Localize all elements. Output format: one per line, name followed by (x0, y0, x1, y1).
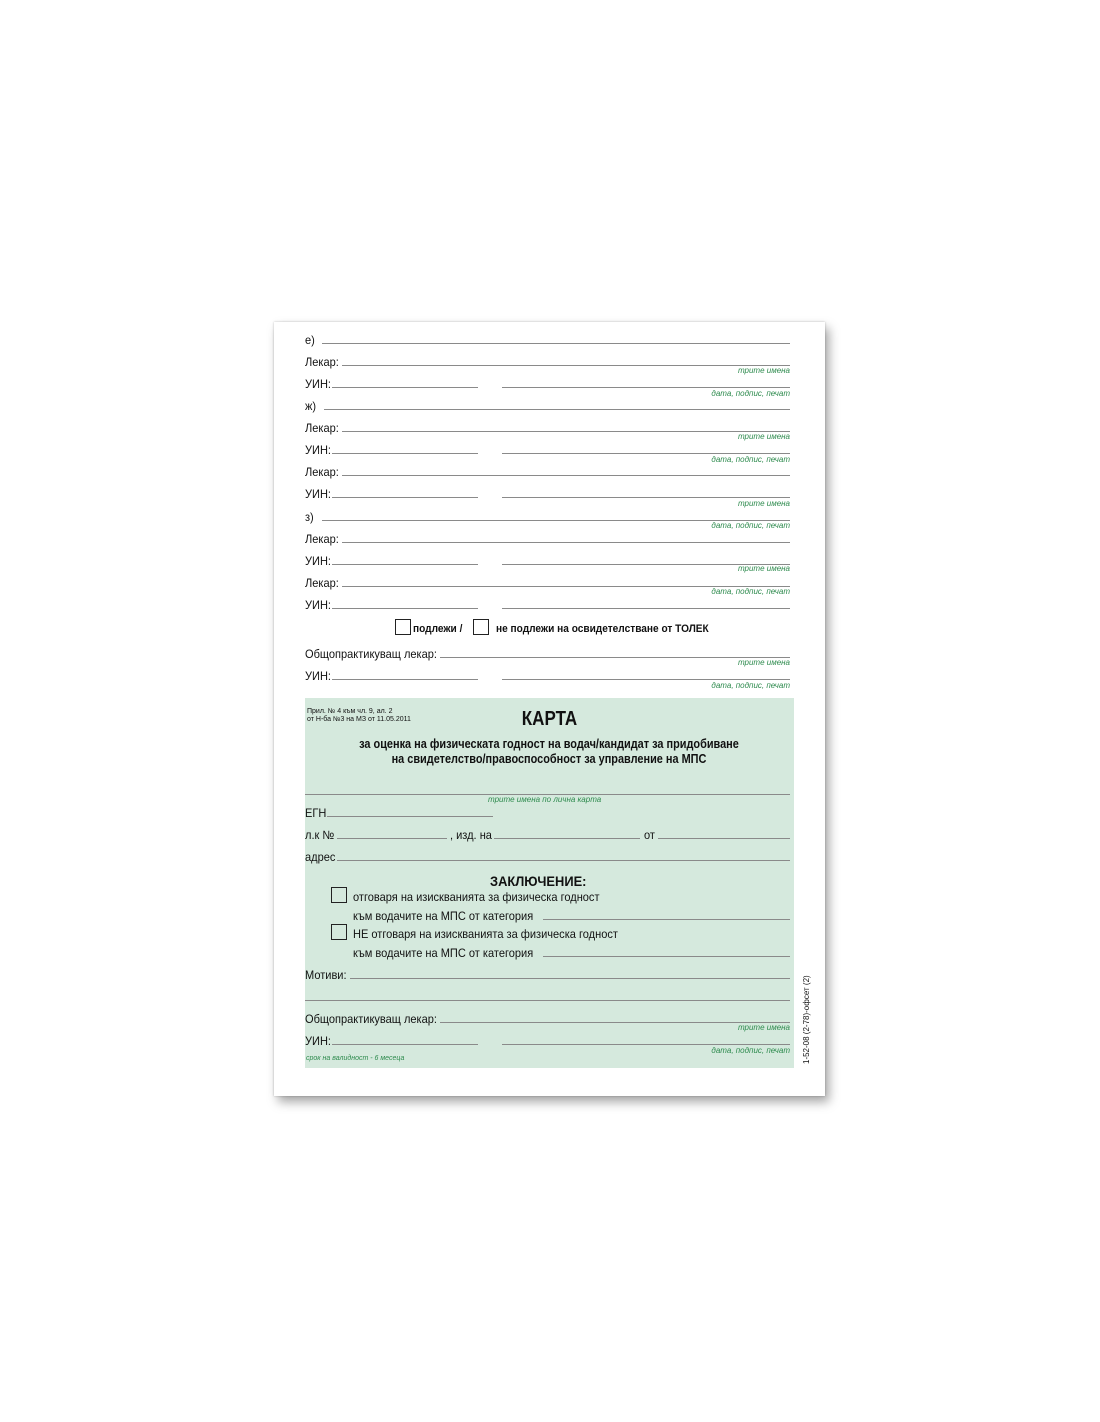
from-field[interactable] (658, 838, 790, 839)
hint-sign: дата, подпис, печат (711, 681, 790, 690)
row-label-z: з) (305, 510, 314, 524)
field-line-e[interactable] (322, 343, 790, 344)
hint-names: трите имена (737, 366, 790, 375)
signature-field[interactable] (502, 679, 790, 680)
signature-field[interactable] (502, 497, 790, 498)
uin-field[interactable] (332, 1044, 478, 1045)
uin-field[interactable] (332, 497, 478, 498)
hint-names: трите имена (737, 658, 790, 667)
card-subtitle-2: на свидетелство/правоспособност за управление на МПС (391, 751, 707, 766)
row-label-e: е) (305, 333, 315, 347)
card-title: КАРТА (521, 708, 578, 730)
not-subject-label: не подлежи на освидетелстване от ТОЛЕК (496, 623, 709, 635)
opt2-line1: НЕ отговаря на изискванията за физическа годност (353, 927, 618, 941)
opt1-line1: отговаря на изискванията за физическа годност (353, 890, 600, 904)
hint-names: трите имена (737, 432, 790, 441)
doctor-label: Лекар: (305, 355, 339, 369)
doctor-label: Лекар: (305, 421, 339, 435)
opt2-line2: към водачите на МПС от категория (353, 946, 534, 960)
uin-field[interactable] (332, 453, 478, 454)
category-field-1[interactable] (543, 919, 790, 920)
signature-field[interactable] (502, 1044, 790, 1045)
hint-sign: дата, подпис, печат (711, 521, 790, 530)
motives-label: Мотиви: (305, 968, 347, 982)
uin-label: УИН: (305, 1034, 331, 1048)
hint-sign: дата, подпис, печат (711, 455, 790, 464)
field-line-zh[interactable] (324, 409, 790, 410)
hint-sign: дата, подпис, печат (711, 389, 790, 398)
not-meets-requirements-checkbox[interactable] (331, 924, 347, 940)
doctor-label: Лекар: (305, 532, 339, 546)
doctor-label: Лекар: (305, 465, 339, 479)
hint-names: трите имена (737, 564, 790, 573)
uin-field[interactable] (332, 679, 478, 680)
meets-requirements-checkbox[interactable] (331, 887, 347, 903)
doctor-field[interactable] (342, 475, 790, 476)
motives-field-2[interactable] (305, 1000, 790, 1001)
issued-field[interactable] (494, 838, 640, 839)
not-subject-checkbox[interactable] (473, 619, 489, 635)
from-label: от (644, 828, 655, 842)
opt1-line2: към водачите на МПС от категория (353, 909, 534, 923)
subject-label: подлежи / (413, 623, 463, 635)
conclusion-heading: ЗАКЛЮЧЕНИЕ: (490, 873, 587, 889)
validity-note: срок на валидност - 6 месеца (306, 1055, 405, 1062)
uin-field[interactable] (332, 564, 478, 565)
issued-label: , изд. на (450, 828, 492, 842)
hint-names-id: трите имена по лична карта (488, 795, 602, 804)
subject-checkbox[interactable] (395, 619, 411, 635)
hint-names: трите имена (737, 499, 790, 508)
gp-doctor-label: Общопрактикуващ лекар: (305, 1012, 437, 1026)
hint-sign: дата, подпис, печат (711, 1046, 790, 1055)
uin-label: УИН: (305, 669, 331, 683)
uin-field[interactable] (332, 608, 478, 609)
signature-field[interactable] (502, 608, 790, 609)
form-sheet (274, 322, 825, 1096)
doctor-label: Лекар: (305, 576, 339, 590)
gp-doctor-label: Общопрактикуващ лекар: (305, 647, 437, 661)
card-subtitle-1: за оценка на физическата годност на водач/кандидат за придобиване (359, 736, 739, 751)
id-no-field[interactable] (337, 838, 447, 839)
address-field[interactable] (337, 860, 790, 861)
card-section (305, 698, 794, 1068)
uin-field[interactable] (332, 387, 478, 388)
uin-label: УИН: (305, 443, 331, 457)
motives-field[interactable] (350, 978, 790, 979)
signature-field[interactable] (502, 387, 790, 388)
address-label: адрес (305, 850, 336, 864)
uin-label: УИН: (305, 554, 331, 568)
egn-field[interactable] (327, 816, 493, 817)
ref-line-1: Прил. № 4 към чл. 9, ал. 2 (307, 708, 393, 715)
hint-sign: дата, подпис, печат (711, 587, 790, 596)
form-code: 1-52-08 (2-78)-офсет (2) (802, 975, 811, 1064)
uin-label: УИН: (305, 598, 331, 612)
hint-names: трите имена (737, 1023, 790, 1032)
signature-field[interactable] (502, 453, 790, 454)
ref-line-2: от Н-ба №3 на МЗ от 11.05.2011 (307, 716, 411, 723)
category-field-2[interactable] (543, 956, 790, 957)
id-no-label: л.к № (305, 828, 335, 842)
doctor-field[interactable] (342, 542, 790, 543)
egn-label: ЕГН (305, 806, 327, 820)
uin-label: УИН: (305, 377, 331, 391)
row-label-zh: ж) (305, 399, 317, 413)
uin-label: УИН: (305, 487, 331, 501)
